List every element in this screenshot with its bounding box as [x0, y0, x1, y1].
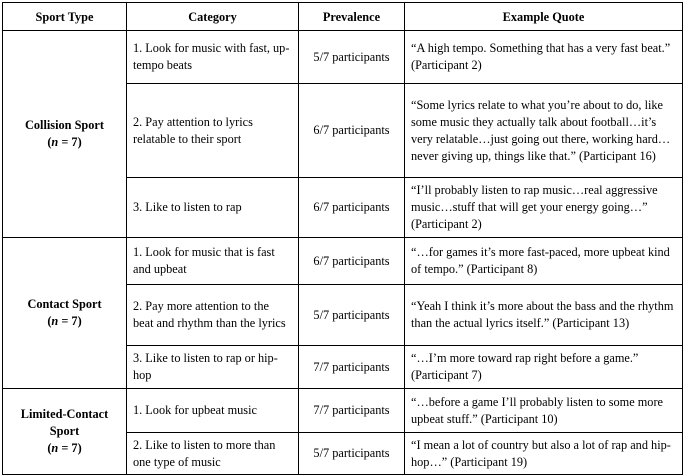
- quote-cell: “I mean a lot of country but also a lot of rap and hip-hop…” (Participant 19): [405, 433, 683, 475]
- header-row: [3, 3, 683, 31]
- category-cell: 2. Pay attention to lyrics relatable to their sport: [127, 84, 299, 178]
- prevalence-cell: 5/7 participants: [299, 285, 405, 346]
- category-cell: 1. Look for music with fast, up-tempo beats: [127, 31, 299, 84]
- results-table: [2, 2, 683, 475]
- category-cell: 2. Like to listen to more than one type of music: [127, 433, 299, 475]
- table-row: [3, 238, 683, 285]
- sport-name: Collision Sport: [25, 118, 104, 132]
- sport-type-cell: [3, 31, 127, 238]
- header-example-quote: Example Quote: [405, 3, 683, 31]
- sport-type-cell: [3, 389, 127, 475]
- category-cell: 1. Look for upbeat music: [127, 389, 299, 433]
- prevalence-cell: 7/7 participants: [299, 346, 405, 389]
- category-cell: 3. Like to listen to rap: [127, 178, 299, 238]
- quote-cell: “…I’m more toward rap right before a game.” (Participant 7): [405, 346, 683, 389]
- prevalence-cell: 5/7 participants: [299, 31, 405, 84]
- prevalence-cell: 6/7 participants: [299, 178, 405, 238]
- sport-name: Limited-Contact Sport: [20, 407, 109, 438]
- header-sport-type: Sport Type: [3, 3, 127, 31]
- quote-cell: “Yeah I think it’s more about the bass and the rhythm than the actual lyrics itself.” (Participant 13): [405, 285, 683, 346]
- sport-type-cell: [3, 238, 127, 389]
- sample-size: (n = 7): [47, 314, 82, 328]
- category-cell: 2. Pay more attention to the beat and rhythm than the lyrics: [127, 285, 299, 346]
- sample-size: (n = 7): [47, 135, 82, 149]
- header-category: Category: [127, 3, 299, 31]
- prevalence-cell: 7/7 participants: [299, 389, 405, 433]
- quote-cell: “…before a game I’ll probably listen to some more upbeat stuff.” (Participant 10): [405, 389, 683, 433]
- header-prevalence: Prevalence: [299, 3, 405, 31]
- table-row: [3, 389, 683, 433]
- sport-name: Contact Sport: [27, 297, 102, 311]
- quote-cell: “Some lyrics relate to what you’re about to do, like some music they actually talk about football…it’s very relatable…just going out there, working hard…never giving up, things like that.” (Participant 16): [405, 84, 683, 178]
- quote-cell: “…for games it’s more fast-paced, more upbeat kind of tempo.” (Participant 8): [405, 238, 683, 285]
- prevalence-cell: 6/7 participants: [299, 238, 405, 285]
- prevalence-cell: 6/7 participants: [299, 84, 405, 178]
- category-cell: 1. Look for music that is fast and upbeat: [127, 238, 299, 285]
- sample-size: (n = 7): [47, 441, 82, 455]
- category-cell: 3. Like to listen to rap or hip-hop: [127, 346, 299, 389]
- quote-cell: “I’ll probably listen to rap music…real aggressive music…stuff that will get your energy going…” (Participant 2): [405, 178, 683, 238]
- quote-cell: “A high tempo. Something that has a very fast beat.” (Participant 2): [405, 31, 683, 84]
- table-row: [3, 31, 683, 84]
- prevalence-cell: 5/7 participants: [299, 433, 405, 475]
